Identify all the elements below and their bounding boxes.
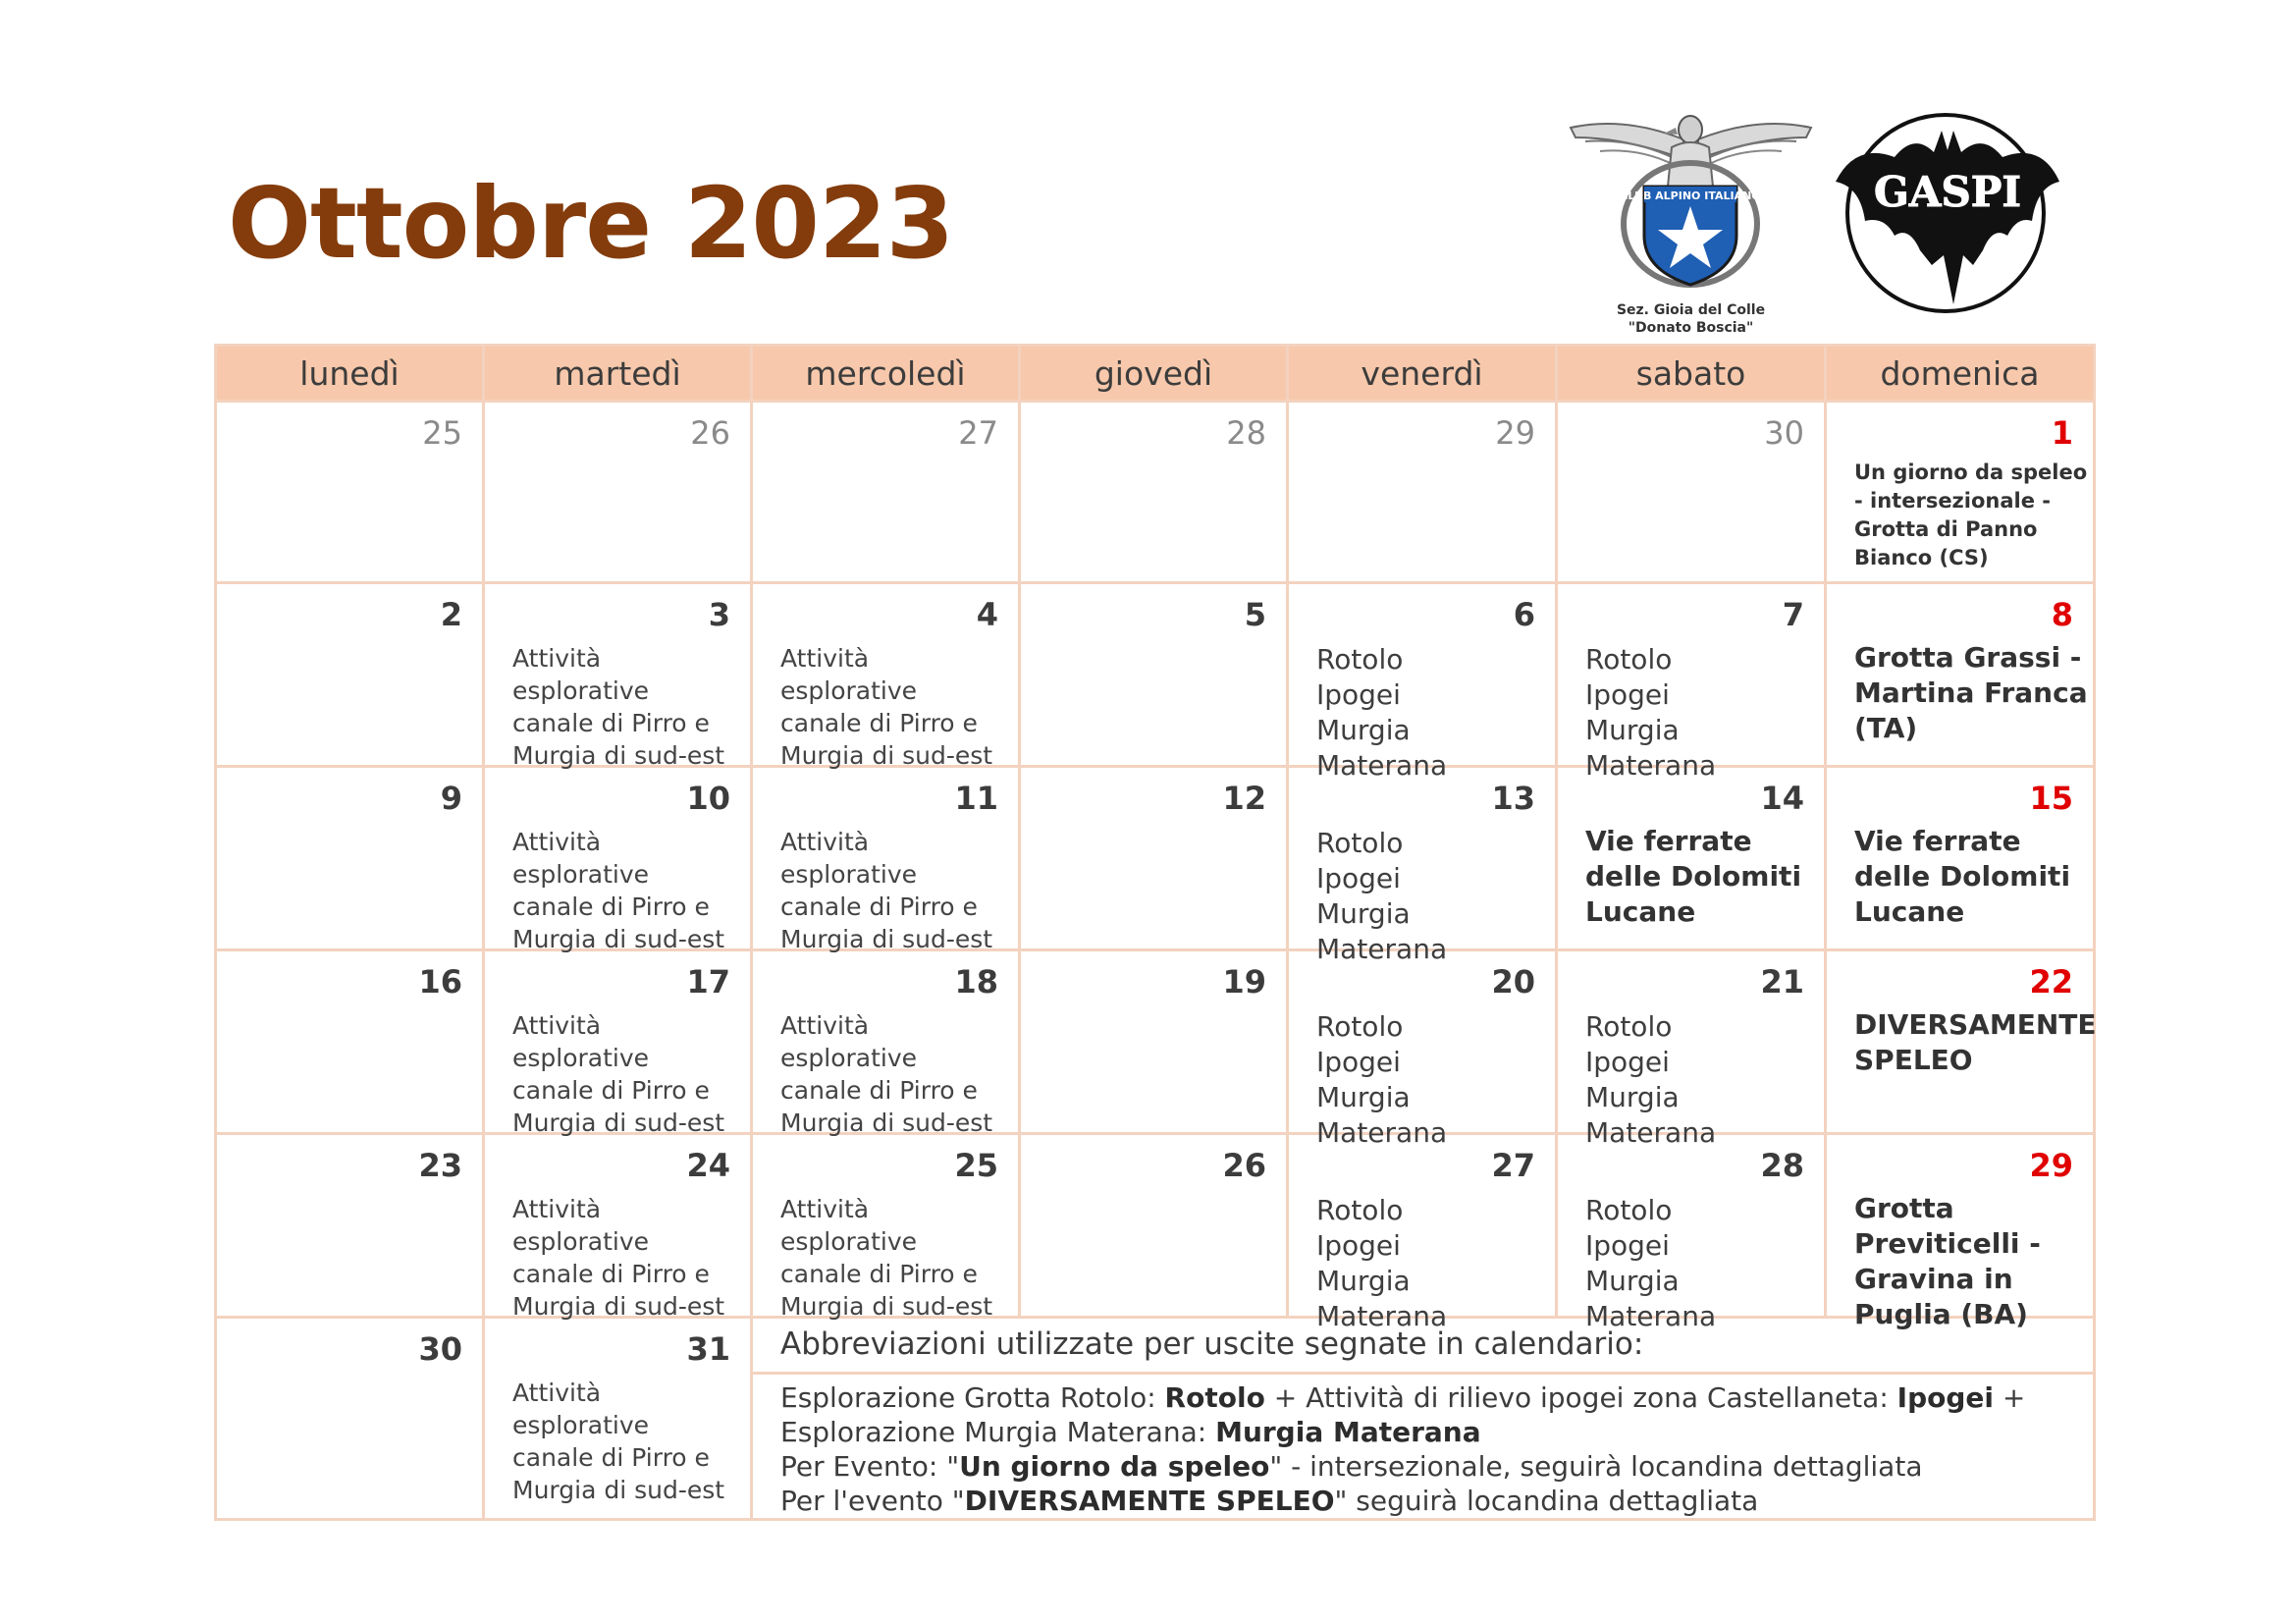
day-number: 27 [958,414,998,452]
day-number: 1 [2051,414,2073,452]
day-cell [1557,767,1826,950]
week-row-5 [216,1134,2095,1318]
day-number: 4 [976,596,998,633]
day-number: 28 [1760,1147,1804,1184]
day-cell [1020,583,1288,767]
day-number: 30 [418,1330,462,1368]
day-cell [1020,950,1288,1134]
day-number: 15 [2029,780,2073,817]
day-number: 20 [1491,963,1535,1001]
weekday-friday: venerdì [1288,346,1557,402]
day-cell [1557,583,1826,783]
day-number: 27 [1491,1147,1535,1184]
day-cell [1288,767,1557,966]
day-number: 29 [2029,1147,2073,1184]
gaspi-logo [1826,113,2071,319]
day-cell [1288,950,1557,1150]
day-cell [484,950,752,1138]
day-cell [1826,1134,2095,1331]
abbreviations-body-cell [752,1374,2095,1520]
week-row-2 [216,583,2095,767]
abbreviation-line-2: Per Evento: "Un giorno da speleo" - intersezionale, seguirà locandina dettagliata [780,1450,1923,1483]
day-cell [484,402,752,583]
event-vie-ferrate: Vie ferrate delle Dolomiti Lucane [1854,825,2071,929]
event-esplorative: Attività esplorative canale di Pirro e Murgia di sud-est [512,1011,725,1138]
event-esplorative: Attività esplorative canale di Pirro e Murgia di sud-est [512,828,725,954]
weekday-header-row [216,346,2095,402]
day-cell [752,583,1020,771]
day-number: 31 [686,1330,730,1368]
event-rotolo: Rotolo Ipogei Murgia Materana [1316,1194,1448,1333]
day-cell [1020,767,1288,950]
day-cell [484,583,752,771]
gaspi-bat-icon [1826,113,2071,319]
day-cell [216,950,484,1134]
event-grotta-previticelli: Grotta Previticelli - Gravina in Puglia (BA) [1854,1192,2041,1331]
cai-caption-line1: Sez. Gioia del Colle [1616,302,1766,318]
day-cell [216,1318,484,1520]
day-cell [1557,1134,1826,1333]
day-number: 26 [1222,1147,1266,1184]
abbreviation-line-3: Per l'evento "DIVERSAMENTE SPELEO" seguirà locandina dettagliata [780,1485,1759,1517]
weekday-monday: lunedì [216,346,484,402]
day-cell [484,1318,752,1520]
day-number: 21 [1760,963,1804,1001]
event-esplorative: Attività esplorative canale di Pirro e Murgia di sud-est [780,1011,993,1138]
week-row-1 [216,402,2095,583]
day-number: 9 [440,780,462,817]
event-rotolo: Rotolo Ipogei Murgia Materana [1316,1010,1448,1150]
event-rotolo: Rotolo Ipogei Murgia Materana [1585,1010,1717,1150]
day-number: 11 [954,780,998,817]
week-row-3 [216,767,2095,950]
day-cell [216,402,484,583]
day-number: 30 [1764,414,1804,452]
page-title: Ottobre 2023 [228,166,954,281]
weekday-tuesday: martedì [484,346,752,402]
event-vie-ferrate: Vie ferrate delle Dolomiti Lucane [1585,825,1802,929]
cai-logo [1566,108,1816,339]
day-number: 10 [686,780,730,817]
event-rotolo: Rotolo Ipogei Murgia Materana [1585,1194,1717,1333]
day-cell [1557,402,1826,583]
event-esplorative: Attività esplorative canale di Pirro e Murgia di sud-est [512,644,725,771]
event-esplorative: Attività esplorative canale di Pirro e Murgia di sud-est [780,1195,993,1322]
event-rotolo: Rotolo Ipogei Murgia Materana [1316,827,1448,966]
week-row-4 [216,950,2095,1134]
day-number: 5 [1244,596,1266,633]
day-number: 28 [1226,414,1266,452]
event-esplorative: Attività esplorative canale di Pirro e Murgia di sud-est [512,1379,725,1505]
abbreviations-heading: Abbreviazioni utilizzate per uscite segnate in calendario: [780,1326,1644,1362]
day-cell [1288,1134,1557,1333]
event-speleo-day: Un giorno da speleo - intersezionale - Grotta di Panno Bianco (CS) [1854,460,2088,570]
day-number: 16 [418,963,462,1001]
day-number: 6 [1513,596,1535,633]
event-rotolo: Rotolo Ipogei Murgia Materana [1316,643,1448,783]
day-number: 12 [1222,780,1266,817]
day-cell [1826,950,2095,1134]
weekday-saturday: sabato [1557,346,1826,402]
event-grotta-grassi: Grotta Grassi - Martina Franca (TA) [1854,641,2088,745]
day-number: 23 [418,1147,462,1184]
day-cell [752,950,1020,1138]
day-cell [1288,583,1557,783]
cai-eagle-shield-icon [1566,108,1816,299]
day-number: 7 [1782,596,1804,633]
day-cell [216,583,484,767]
event-esplorative: Attività esplorative canale di Pirro e Murgia di sud-est [780,644,993,771]
event-rotolo: Rotolo Ipogei Murgia Materana [1585,643,1717,783]
day-number: 22 [2029,963,2073,1001]
day-number: 25 [954,1147,998,1184]
day-cell [484,1134,752,1322]
calendar-grid [214,344,2096,1521]
day-cell [1826,402,2095,583]
day-cell [484,767,752,954]
day-cell [752,767,1020,954]
gaspi-label: GASPI [1873,168,2022,216]
day-cell [752,1134,1020,1322]
day-number: 13 [1491,780,1535,817]
weekday-wednesday: mercoledì [752,346,1020,402]
event-esplorative: Attività esplorative canale di Pirro e Murgia di sud-est [780,828,993,954]
day-number: 25 [422,414,462,452]
cai-caption-line2: "Donato Boscia" [1628,320,1754,336]
day-number: 18 [954,963,998,1001]
weekday-thursday: giovedì [1020,346,1288,402]
day-cell [216,1134,484,1318]
day-cell [1288,402,1557,583]
event-diversamente-speleo: DIVERSAMENTE SPELEO [1854,1008,2097,1077]
day-cell [1020,402,1288,583]
day-cell [1020,1134,1288,1318]
day-number: 3 [708,596,730,633]
day-number: 2 [440,596,462,633]
day-cell [752,402,1020,583]
abbreviations-body [753,1375,2093,1518]
event-esplorative: Attività esplorative canale di Pirro e Murgia di sud-est [512,1195,725,1322]
cai-ring-label: CLUB ALPINO ITALIANO [1620,189,1761,202]
day-cell [216,767,484,950]
day-number: 29 [1495,414,1535,452]
day-number: 26 [690,414,730,452]
day-cell [1826,767,2095,950]
day-number: 8 [2051,596,2073,633]
weekday-sunday: domenica [1826,346,2095,402]
day-number: 14 [1760,780,1804,817]
day-number: 19 [1222,963,1266,1001]
day-number: 17 [686,963,730,1001]
day-cell [1557,950,1826,1150]
day-number: 24 [686,1147,730,1184]
abbreviation-line-1: Esplorazione Grotta Rotolo: Rotolo + Attività di rilievo ipogei zona Castellaneta: Ipogei + Esplorazione Murgia Materana: Murgia Materana [780,1381,2026,1448]
day-cell [1826,583,2095,767]
